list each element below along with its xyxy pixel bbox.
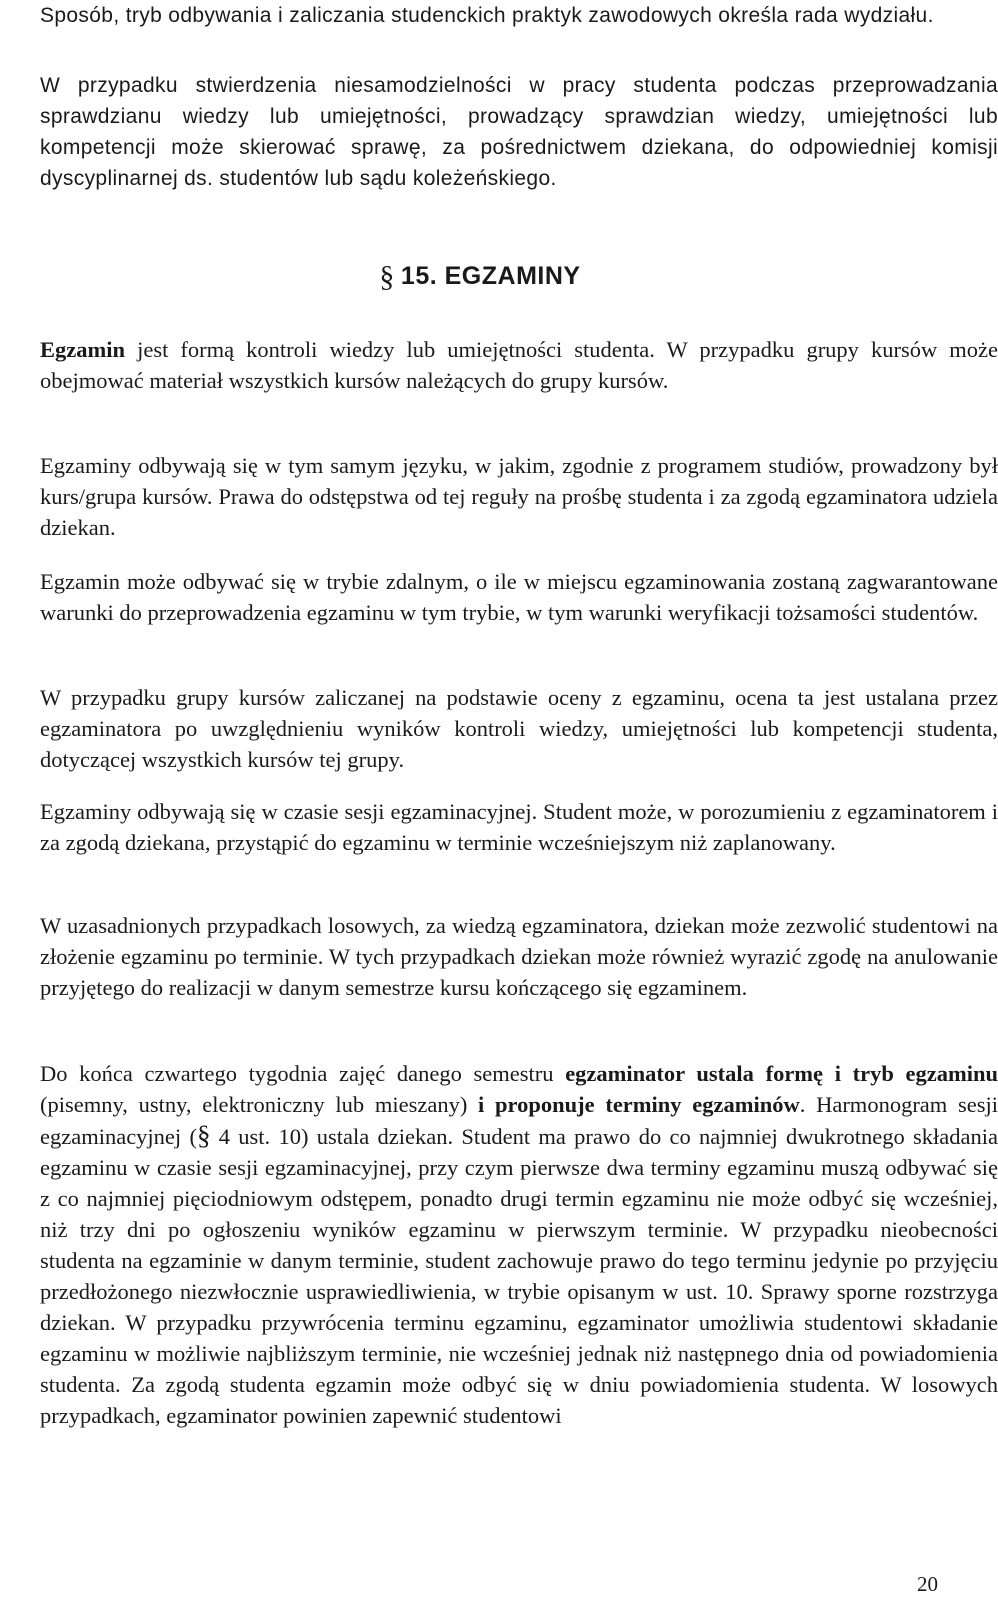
item-number (0, 0, 40, 31)
paragraph-text: W przypadku grupy kursów zaliczanej na podstawie oceny z egzaminu, ocena ta jest ustalana przez egzaminatora po uwzględnieniu wyników kontroli wiedzy, umiejętności lub kompetencji studenta, dotyczącej wszystkich kursów tej grupy. (40, 685, 998, 772)
paragraph-number (0, 334, 40, 365)
paragraph-text-d: 4 ust. 10) ustala dziekan. Student ma prawo do co najmniej dwukrotnego składania egzaminu w czasie sesji egzaminacyjnej, przy czym pierwsze dwa terminy egzaminu muszą odbywać się z co najmniej pięciodniowym odstępem, ponadto drugi termin egzaminu nie może odbyć się wcześniej, niż trzy dni po ogłoszeniu wyników egzaminu w pierwszym terminie. W przypadku nieobecności studenta na egzaminie w danym terminie, student zachowuje prawo do tego terminu jedynie po przyjęciu przedłożonego niezwłocznie usprawiedliwienia, w trybie opisanym w ust. 10. Sprawy sporne rozstrzyga dziekan. W przypadku przywrócenia terminu egzaminu, egzaminator umożliwia studentowi składanie egzaminu w możliwie najbliższym terminie, nie wcześniej jednak niż następnego dnia od powiadomienia studenta. Za zgodą studenta egzamin może odbyć się w dniu powiadomienia studenta. W losowych przypadkach, egzaminator powinien zapewnić studentowi (40, 1124, 998, 1428)
bold-phrase-b: i proponuje terminy egzaminów (478, 1092, 800, 1117)
paragraph-text-b: (pisemny, ustny, elektroniczny lub mieszany) (40, 1092, 468, 1117)
paragraph-text-c: . Harmonogram sesji egzaminacyjnej ( (40, 1092, 998, 1149)
paragraph-number (0, 796, 40, 827)
item-number (0, 70, 40, 101)
paragraph-5 (0, 796, 998, 858)
item-text: W przypadku stwierdzenia niesamodzielności w pracy studenta podczas przeprowadzania sprawdzianu wiedzy lub umiejętności, prowadzący sprawdzian wiedzy, umiejętności lub kompetencji może skierować sprawę, za pośrednictwem dziekana, do odpowiedniej komisji dyscyplinarnej ds. studentów lub sądu koleżeńskiego. (40, 74, 998, 190)
section-heading (0, 258, 960, 293)
bold-phrase-a: egzaminator ustala formę i tryb egzaminu (565, 1061, 998, 1086)
item-text: Sposób, tryb odbywania i zaliczania studenckich praktyk zawodowych określa rada wydziału. (40, 4, 934, 27)
paragraph-number (0, 566, 40, 597)
paragraph-6 (0, 910, 998, 1003)
bold-term: Egzamin (40, 337, 126, 362)
paragraph-number (0, 682, 40, 713)
paragraph-7 (0, 1058, 998, 1431)
section-sign: § (379, 260, 395, 293)
paragraph-number (0, 450, 40, 481)
paragraph-number (0, 910, 40, 941)
paragraph-text: jest formą kontroli wiedzy lub umiejętności studenta. W przypadku grupy kursów może obejmować materiał wszystkich kursów należących do grupy kursów. (40, 337, 998, 393)
paragraph-number (0, 1058, 40, 1089)
paragraph-1 (0, 334, 998, 396)
section-sign-inline: § (196, 1120, 211, 1150)
paragraph-text: Egzaminy odbywają się w czasie sesji egzaminacyjnej. Student może, w porozumieniu z egzaminatorem i za zgodą dziekana, przystąpić do egzaminu w terminie wcześniejszym niż zaplanowany. (40, 799, 998, 855)
page-number: 20 (917, 1572, 938, 1596)
paragraph-3 (0, 566, 998, 628)
paragraph-2 (0, 450, 998, 543)
paragraph-text: Egzaminy odbywają się w tym samym języku, w jakim, zgodnie z programem studiów, prowadzony był kurs/grupa kursów. Prawa do odstępstwa od tej reguły na prośbę studenta i za zgodą egzaminatora udziela dziekan. (40, 453, 998, 540)
list-item-19 (0, 0, 998, 31)
list-item-20 (0, 70, 998, 194)
section-title: 15. EGZAMINY (400, 262, 581, 290)
paragraph-4 (0, 682, 998, 775)
paragraph-text: W uzasadnionych przypadkach losowych, za wiedzą egzaminatora, dziekan może zezwolić studentowi na złożenie egzaminu po terminie. W tych przypadkach dziekan może również wyrazić zgodę na anulowanie przyjętego do realizacji w danym semestrze kursu kończącego się egzaminem. (40, 913, 998, 1000)
paragraph-text: Egzamin może odbywać się w trybie zdalnym, o ile w miejscu egzaminowania zostaną zagwarantowane warunki do przeprowadzenia egzaminu w tym trybie, w tym warunki weryfikacji tożsamości studentów. (40, 569, 998, 625)
paragraph-text-a: Do końca czwartego tygodnia zajęć danego semestru (40, 1061, 554, 1086)
